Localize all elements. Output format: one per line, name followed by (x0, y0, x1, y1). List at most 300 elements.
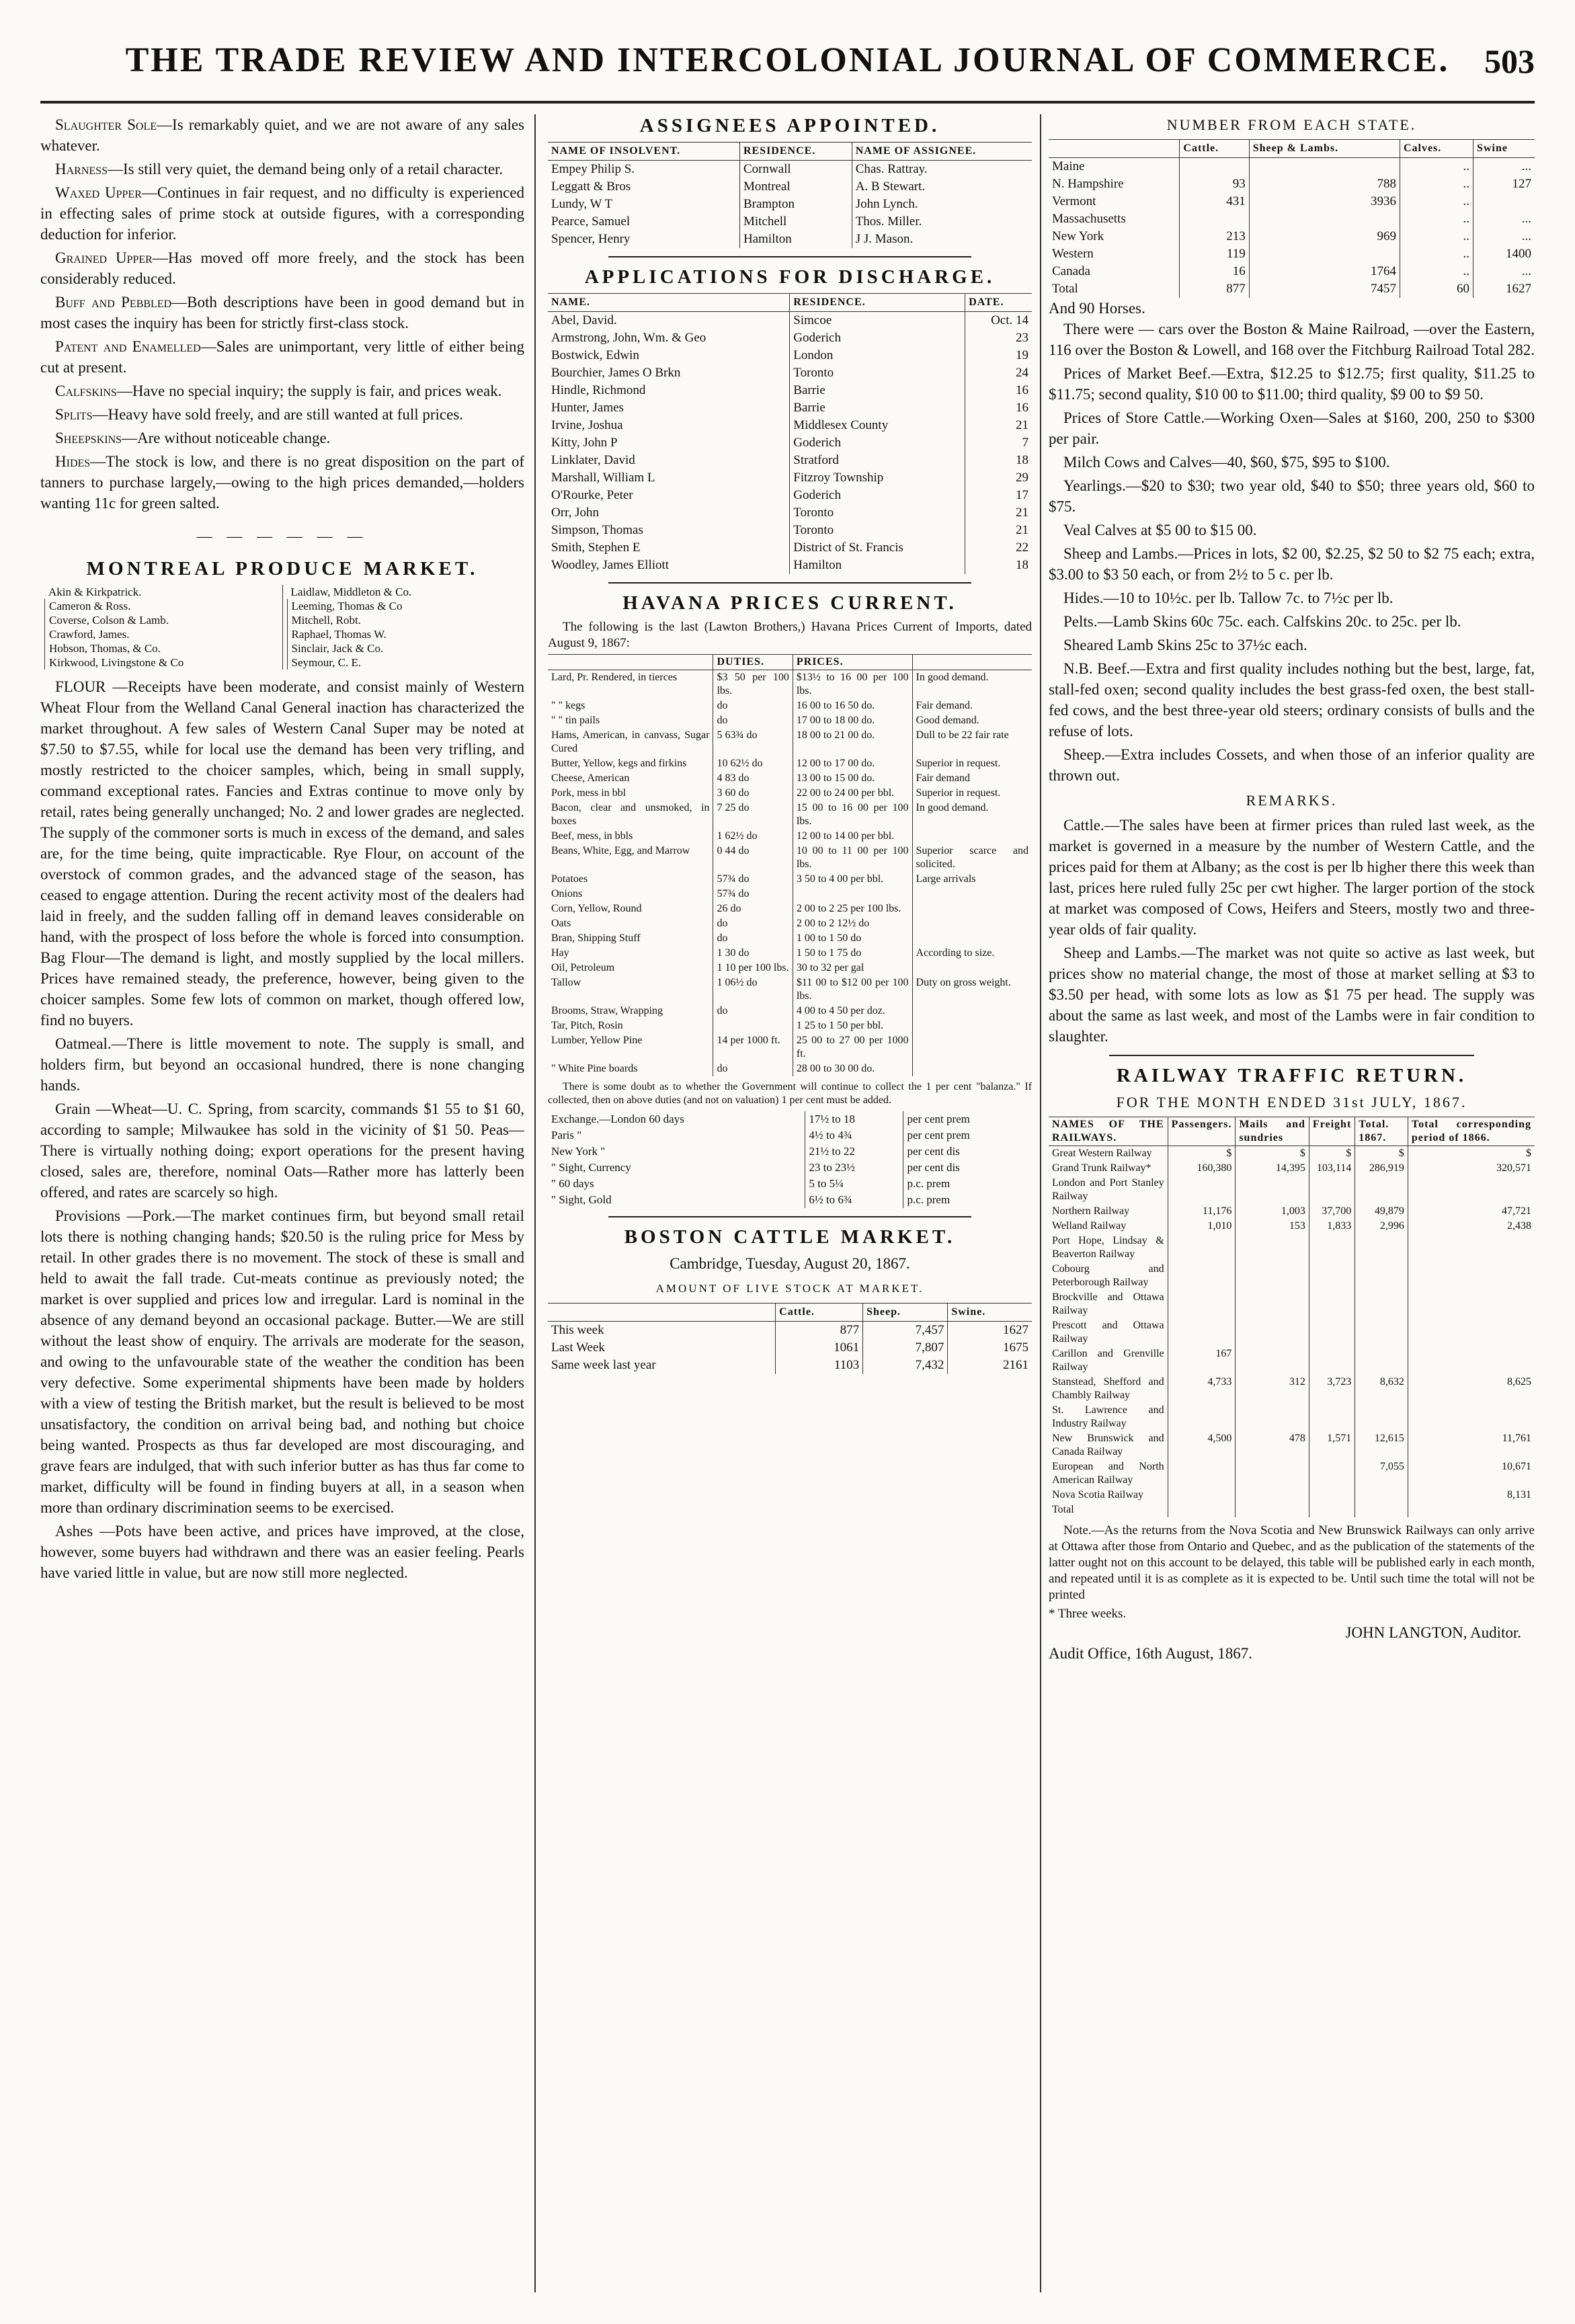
leather-paragraph: Splits—Heavy have sold freely, and are still wanted at full prices. (55, 406, 464, 423)
table-cell: Hamilton (790, 557, 965, 574)
table-cell (1236, 1459, 1309, 1488)
railway-heading: RAILWAY TRAFFIC RETURN. (1116, 1065, 1467, 1086)
table-cell: $ (1168, 1146, 1236, 1162)
table-cell (1180, 210, 1249, 228)
table-cell: Orr, John (551, 506, 600, 520)
table-cell (1355, 1262, 1408, 1290)
table-header-cell: Mails and sundries (1236, 1117, 1309, 1146)
havana-note: There is some doubt as to whether the Government will continue to collect the 1 per cent "balanza." If collected, then on above duties (and not on valuation) 1 per cent must be added. (548, 1081, 1032, 1106)
firm-name: Leeming, Thomas & Co (287, 599, 521, 613)
table-cell: Fitzroy Township (790, 469, 965, 487)
table-cell: 1400 (1473, 245, 1535, 263)
table-cell (1249, 210, 1400, 228)
table-cell (912, 961, 1032, 975)
table-cell: Superior in request. (912, 756, 1032, 771)
table-row (1049, 1502, 1535, 1517)
table-cell: N. Hampshire (1052, 177, 1124, 191)
table-cell (1408, 1347, 1535, 1375)
table-cell: 969 (1249, 228, 1400, 245)
table-row (1049, 263, 1535, 280)
table-cell: Mitchell (739, 213, 852, 231)
table-cell: 28 00 to 30 00 do. (793, 1061, 912, 1076)
table-cell: Pearce, Samuel (551, 214, 631, 229)
table-header-cell (912, 655, 1032, 670)
page-header (40, 27, 1535, 104)
table-row (548, 713, 1032, 728)
table-cell: 23 to 23½ (805, 1160, 903, 1176)
table-cell: 213 (1180, 228, 1249, 245)
table-cell: 1103 (776, 1357, 863, 1374)
table-cell: do (713, 1061, 793, 1076)
table-header-cell: DATE. (965, 294, 1032, 312)
page-title: THE TRADE REVIEW AND INTERCOLONIAL JOURNAL OF COMMERCE. (125, 41, 1450, 79)
table-cell: Brockville and Ottawa Railway (1052, 1291, 1164, 1316)
state-table (1049, 139, 1535, 298)
table-row (1049, 175, 1535, 193)
table-cell (1168, 1290, 1236, 1318)
table-cell: Thos. Miller. (852, 213, 1032, 231)
table-cell (1236, 1262, 1309, 1290)
table-cell: In good demand. (912, 670, 1032, 699)
leather-paragraph-label: Splits (55, 406, 93, 423)
table-cell: 5 to 5¼ (805, 1176, 903, 1192)
table-cell: 19 (965, 347, 1032, 364)
table-cell: 15 00 to 16 00 per 100 lbs. (793, 801, 912, 829)
table-header-cell: RESIDENCE. (790, 294, 965, 312)
table-row (548, 452, 1032, 469)
table-cell (1309, 1459, 1355, 1488)
cattle-paragraph: There were — cars over the Boston & Maine Railroad, —over the Eastern, 116 over the Boston & Lowell, and 168 over the Fitchburg Railroad Total 282. (1049, 321, 1535, 358)
table-cell: 1 10 per 100 lbs. (713, 961, 793, 975)
table-cell (912, 916, 1032, 931)
table-cell: 7,055 (1355, 1459, 1408, 1488)
boston-heading: BOSTON CATTLE MARKET. (624, 1226, 956, 1248)
table-cell: 21 (965, 417, 1032, 434)
table-row (1049, 1176, 1535, 1204)
table-cell: European and North American Railway (1052, 1461, 1164, 1486)
table-cell: Bacon, clear and unsmoked, in boxes (551, 802, 710, 827)
table-cell: 7,807 (863, 1339, 948, 1357)
table-cell: 2,438 (1408, 1219, 1535, 1234)
table-cell: Fair demand. (912, 698, 1032, 713)
table-cell: Stratford (790, 452, 965, 469)
table-row (548, 487, 1032, 504)
table-row (548, 975, 1032, 1004)
table-row (548, 1144, 1032, 1160)
table-row (548, 178, 1032, 196)
table-cell: per cent dis (903, 1144, 1032, 1160)
table-cell: Nova Scotia Railway (1052, 1489, 1143, 1500)
railway-table (1049, 1117, 1535, 1517)
table-header-cell: Calves. (1400, 140, 1473, 158)
table-cell (1408, 1262, 1535, 1290)
boston-table (548, 1303, 1032, 1374)
table-row (548, 931, 1032, 946)
table-cell: Lundy, W T (551, 197, 613, 211)
table-cell: Maine (1052, 159, 1085, 173)
table-cell: " " tin pails (551, 715, 600, 726)
table-row (548, 1160, 1032, 1176)
section-separator: — — — — — — (196, 528, 368, 545)
table-cell (1168, 1234, 1236, 1262)
table-header-cell: PRICES. (793, 655, 912, 670)
table-cell: Beef, mess, in bbls (551, 830, 633, 842)
table-cell: Marshall, William L (551, 471, 655, 485)
table-row (1049, 1375, 1535, 1403)
table-header-cell (548, 1304, 776, 1322)
table-row (548, 196, 1032, 213)
firm-name: Laidlaw, Middleton & Co. (290, 586, 412, 598)
table-cell: Armstrong, John, Wm. & Geo (551, 331, 706, 345)
table-row (548, 1061, 1032, 1076)
table-cell: J J. Mason. (852, 231, 1032, 248)
table-cell (1236, 1502, 1309, 1517)
table-cell: per cent dis (903, 1160, 1032, 1176)
cattle-paragraph: Prices of Store Cattle.—Working Oxen—Sales at $160, 200, 250 to $300 per pair. (1049, 409, 1535, 447)
table-cell: Superior scarce and solicited. (912, 844, 1032, 872)
table-cell (1168, 1502, 1236, 1517)
firm-name: Akin & Kirkpatrick. (48, 586, 142, 598)
table-cell: 17 00 to 18 00 do. (793, 713, 912, 728)
table-cell: 14,395 (1236, 1161, 1309, 1176)
table-cell (1408, 1234, 1535, 1262)
table-row (548, 504, 1032, 522)
table-cell: Tar, Pitch, Rosin (551, 1020, 623, 1031)
table-cell: Toronto (790, 364, 965, 382)
table-cell (1236, 1347, 1309, 1375)
table-cell: Vermont (1052, 194, 1096, 208)
table-cell (1309, 1318, 1355, 1347)
table-row (548, 347, 1032, 364)
table-header-cell: Sheep & Lambs. (1249, 140, 1400, 158)
table-cell: Stanstead, Shefford and Chambly Railway (1052, 1376, 1164, 1401)
table-cell: 13 00 to 15 00 do. (793, 771, 912, 786)
table-cell: 160,380 (1168, 1161, 1236, 1176)
table-cell (1168, 1403, 1236, 1431)
table-cell: O'Rourke, Peter (551, 488, 633, 502)
table-header-cell: Swine (1473, 140, 1535, 158)
leather-paragraph: Slaughter Sole—Is remarkably quiet, and we are not aware of any sales whatever. (40, 116, 524, 154)
table-cell: $ (1309, 1146, 1355, 1162)
havana-table (548, 654, 1032, 1076)
table-cell: 18 00 to 21 00 do. (793, 728, 912, 756)
table-cell: 4 83 do (713, 771, 793, 786)
table-cell: Onions (551, 888, 583, 899)
leather-paragraph: Sheepskins—Are without noticeable change. (55, 430, 331, 446)
table-cell: John Lynch. (852, 196, 1032, 213)
table-cell: $ (1408, 1146, 1535, 1162)
table-cell: 1,571 (1309, 1431, 1355, 1459)
leather-paragraph-label: Grained Upper (55, 249, 153, 266)
table-cell: 8,632 (1355, 1375, 1408, 1403)
table-cell: " White Pine boards (551, 1063, 638, 1074)
table-cell: 3 60 do (713, 786, 793, 801)
assignees-heading: ASSIGNEES APPOINTED. (639, 115, 940, 136)
table-cell (1408, 1403, 1535, 1431)
table-row (548, 887, 1032, 901)
table-row (1049, 1459, 1535, 1488)
leather-market-section (40, 114, 524, 514)
table-row (548, 901, 1032, 916)
table-cell: 17½ to 18 (805, 1111, 903, 1127)
table-cell: ... (1473, 228, 1535, 245)
cattle-paragraph: Sheared Lamb Skins 25c to 37½c each. (1063, 637, 1307, 653)
table-row (1049, 158, 1535, 176)
table-row (548, 1111, 1032, 1127)
table-cell (1355, 1234, 1408, 1262)
table-cell: Oats (551, 918, 571, 929)
montreal-paragraph: Oatmeal.—There is little movement to note. The supply is small, and holders firm, but beyond an occasional hundred, there is none changing hands. (40, 1035, 524, 1094)
table-cell: 22 (965, 539, 1032, 557)
cattle-paragraph: Pelts.—Lamb Skins 60c 75c. each. Calfskins 20c. to 25c. per lb. (1063, 613, 1461, 630)
table-cell: 18 (965, 452, 1032, 469)
table-cell: Welland Railway (1052, 1220, 1127, 1232)
remarks-paragraph: Cattle.—The sales have been at firmer prices than ruled last week, as the market is governed in a measure by the number of Western Cattle, and the prices paid for them at Albany; as the cost is per lb higher there this week than last, prices here ruled fully 25c per cwt higher. The larger portion of the stock at market was composed of Cows, Heifers and Steers, mostly two and three-year olds of fair quality. (1049, 817, 1535, 938)
table-cell: Toronto (790, 504, 965, 522)
table-row (548, 961, 1032, 975)
table-cell: 2161 (948, 1357, 1032, 1374)
table-cell: 22 00 to 24 00 per bbl. (793, 786, 912, 801)
table-cell: Great Western Railway (1052, 1148, 1152, 1159)
boston-date: Cambridge, Tuesday, August 20, 1867. (670, 1255, 910, 1272)
table-cell: 7457 (1249, 280, 1400, 298)
table-cell: 21 (965, 522, 1032, 539)
table-cell: 1764 (1249, 263, 1400, 280)
table-header-cell: NAME. (548, 294, 790, 312)
table-cell: Potatoes (551, 873, 588, 885)
table-cell: 7 25 do (713, 801, 793, 829)
table-row (1049, 245, 1535, 263)
table-cell: .. (1400, 228, 1473, 245)
leather-paragraph-label: Hides (55, 453, 91, 470)
table-header-cell: Passengers. (1168, 1117, 1236, 1146)
table-row (1049, 1262, 1535, 1290)
table-cell: $ (1355, 1146, 1408, 1162)
table-cell: 3936 (1249, 193, 1400, 210)
leather-paragraph-label: Harness (55, 161, 108, 177)
firm-name: Cameron & Ross. (44, 599, 278, 613)
table-row (548, 786, 1032, 801)
table-cell: 4,500 (1168, 1431, 1236, 1459)
table-row (548, 728, 1032, 756)
table-cell (1355, 1403, 1408, 1431)
table-cell: do (713, 713, 793, 728)
havana-intro: The following is the last (Lawton Brothers,) Havana Prices Current of Imports, dated August 9, 1867: (548, 620, 1032, 650)
state-heading: NUMBER FROM EACH STATE. (1166, 116, 1417, 133)
table-cell: Hunter, James (551, 401, 624, 415)
table-cell: $11 00 to $12 00 per 100 lbs. (793, 975, 912, 1004)
discharge-heading: APPLICATIONS FOR DISCHARGE. (584, 266, 996, 288)
table-cell: Chas. Rattray. (852, 161, 1032, 179)
table-row (1049, 193, 1535, 210)
table-cell: " " kegs (551, 700, 585, 711)
table-cell: 1 62½ do (713, 829, 793, 844)
table-cell: 1627 (948, 1322, 1032, 1340)
table-cell: 2,996 (1355, 1219, 1408, 1234)
section-rule (608, 1216, 971, 1217)
cattle-paragraph: Hides.—10 to 10½c. per lb. Tallow 7c. to 7½c per lb. (1063, 590, 1394, 606)
table-cell (1236, 1488, 1309, 1502)
boston-subheading: AMOUNT OF LIVE STOCK AT MARKET. (655, 1282, 924, 1295)
table-cell: do (713, 931, 793, 946)
table-cell: 16 (965, 382, 1032, 399)
table-row (548, 1033, 1032, 1061)
table-cell: Prescott and Ottawa Railway (1052, 1320, 1164, 1345)
table-cell (1355, 1502, 1408, 1517)
table-header-cell: NAMES OF THE RAILWAYS. (1049, 1117, 1168, 1146)
table-row (548, 382, 1032, 399)
table-cell: Toronto (790, 522, 965, 539)
table-cell (1168, 1488, 1236, 1502)
table-row (548, 364, 1032, 382)
firms-list (40, 585, 524, 670)
table-cell: 877 (1180, 280, 1249, 298)
table-cell: Tallow (551, 977, 581, 988)
table-cell: Brooms, Straw, Wrapping (551, 1005, 663, 1016)
table-cell (1473, 193, 1535, 210)
table-cell: 1 50 to 1 75 do (793, 946, 912, 961)
leather-paragraph-label: Buff and Pebbled (55, 294, 172, 311)
table-cell: Massachusetts (1052, 212, 1126, 226)
table-cell: Bostwick, Edwin (551, 348, 639, 362)
table-cell: 7 (965, 434, 1032, 452)
table-row (548, 1357, 1032, 1374)
table-header-cell: Cattle. (776, 1304, 863, 1322)
table-row (548, 698, 1032, 713)
table-cell: 21 (965, 504, 1032, 522)
table-header-cell: Total. 1867. (1355, 1117, 1408, 1146)
table-cell: Fair demand (912, 771, 1032, 786)
cattle-paragraph: Veal Calves at $5 00 to $15 00. (1063, 522, 1257, 538)
table-cell: 23 (965, 329, 1032, 347)
table-row (1049, 1488, 1535, 1502)
table-cell: 30 to 32 per gal (793, 961, 912, 975)
table-cell (1355, 1290, 1408, 1318)
table-cell: 37,700 (1309, 1204, 1355, 1219)
table-header-cell: Swine. (948, 1304, 1032, 1322)
table-cell (912, 1018, 1032, 1033)
table-cell: 60 (1400, 280, 1473, 298)
table-row (548, 161, 1032, 179)
table-cell: 2 00 to 2 12½ do (793, 916, 912, 931)
table-header-cell: NAME OF INSOLVENT. (548, 143, 739, 161)
table-row (548, 469, 1032, 487)
table-cell: 12 00 to 17 00 do. (793, 756, 912, 771)
table-cell: London and Port Stanley Railway (1052, 1177, 1164, 1202)
table-cell: .. (1400, 210, 1473, 228)
table-row (1049, 1234, 1535, 1262)
table-row (548, 872, 1032, 887)
table-cell: 29 (965, 469, 1032, 487)
table-header-cell: DUTIES. (713, 655, 793, 670)
section-rule (608, 256, 971, 257)
table-cell (713, 1018, 793, 1033)
table-cell: 25 00 to 27 00 per 1000 ft. (793, 1033, 912, 1061)
table-cell: do (713, 698, 793, 713)
table-cell: 286,919 (1355, 1161, 1408, 1176)
table-cell: Empey Philip S. (551, 162, 635, 176)
table-cell: A. B Stewart. (852, 178, 1032, 196)
table-cell: ... (1473, 263, 1535, 280)
table-cell: .. (1400, 193, 1473, 210)
office-line: Audit Office, 16th August, 1867. (1049, 1645, 1253, 1662)
table-cell: Oil, Petroleum (551, 962, 615, 973)
table-cell: 7,457 (863, 1322, 948, 1340)
table-header-cell: RESIDENCE. (739, 143, 852, 161)
table-cell: Cornwall (739, 161, 852, 179)
table-cell: p.c. prem (903, 1176, 1032, 1192)
table-row (548, 916, 1032, 931)
table-cell: Large arrivals (912, 872, 1032, 887)
table-header-cell (548, 655, 713, 670)
table-cell: 5 63¾ do (713, 728, 793, 756)
leather-paragraph: Waxed Upper—Continues in fair request, and no difficulty is experienced in effecting sales of prime stock at outside figures, with a corresponding deduction for inferior. (40, 184, 524, 243)
table-cell: 788 (1249, 175, 1400, 193)
table-cell: 1675 (948, 1339, 1032, 1357)
table-cell: per cent prem (903, 1111, 1032, 1127)
leather-paragraph-label: Sheepskins (55, 430, 122, 446)
table-cell: $3 50 per 100 lbs. (713, 670, 793, 699)
table-cell: Corn, Yellow, Round (551, 903, 642, 914)
table-cell: Dull to be 22 fair rate (912, 728, 1032, 756)
table-cell: Last Week (551, 1340, 605, 1355)
table-row (1049, 1347, 1535, 1375)
table-cell: per cent prem (903, 1127, 1032, 1144)
table-header-cell: Total corresponding period of 1866. (1408, 1117, 1535, 1146)
table-cell (912, 1061, 1032, 1076)
table-cell: Port Hope, Lindsay & Beaverton Railway (1052, 1235, 1164, 1260)
table-cell: 1 06½ do (713, 975, 793, 1004)
table-cell: " 60 days (551, 1177, 594, 1190)
table-cell: 57¾ do (713, 872, 793, 887)
table-cell (1236, 1318, 1309, 1347)
table-cell: Barrie (790, 399, 965, 417)
havana-heading: HAVANA PRICES CURRENT. (622, 592, 957, 614)
table-cell: Goderich (790, 434, 965, 452)
table-cell (1309, 1488, 1355, 1502)
table-header-cell (1049, 140, 1180, 158)
table-cell: St. Lawrence and Industry Railway (1052, 1404, 1164, 1429)
table-cell: Exchange.—London 60 days (551, 1113, 684, 1125)
table-cell (793, 887, 912, 901)
table-cell: Northern Railway (1052, 1205, 1130, 1217)
table-cell: Cobourg and Peterborough Railway (1052, 1263, 1164, 1288)
column-divider (1040, 114, 1041, 2292)
table-cell (1355, 1488, 1408, 1502)
table-cell: ... (1473, 158, 1535, 176)
table-cell: Hay (551, 947, 569, 959)
table-cell: Goderich (790, 329, 965, 347)
table-cell: 10 00 to 11 00 per 100 lbs. (793, 844, 912, 872)
cattle-paragraph: Sheep.—Extra includes Cossets, and when those of an inferior quality are thrown out. (1049, 746, 1535, 784)
table-cell: 103,114 (1309, 1161, 1355, 1176)
table-cell: 320,571 (1408, 1161, 1535, 1176)
table-cell: Brampton (739, 196, 852, 213)
table-cell: 12 00 to 14 00 per bbl. (793, 829, 912, 844)
table-cell: New Brunswick and Canada Railway (1052, 1433, 1164, 1457)
table-cell: 2 00 to 2 25 per 100 lbs. (793, 901, 912, 916)
table-cell: Irvine, Joshua (551, 418, 623, 432)
table-row (548, 801, 1032, 829)
table-cell: Lumber, Yellow Pine (551, 1035, 643, 1046)
table-cell (1309, 1347, 1355, 1375)
remarks-paragraph: Sheep and Lambs.—The market was not quite so active as last week, but prices show no material change, the most of those at market selling at $3 to $3.50 per head, with some lots as low as $1 75 per head. The supply was about the same as last week, and most of the Lambs were in fair condition to slaughter. (1049, 945, 1535, 1045)
table-cell: 8,625 (1408, 1375, 1535, 1403)
table-row (548, 1018, 1032, 1033)
table-cell: Duty on gross weight. (912, 975, 1032, 1004)
table-cell: 1061 (776, 1339, 863, 1357)
column-1 (40, 114, 524, 2292)
